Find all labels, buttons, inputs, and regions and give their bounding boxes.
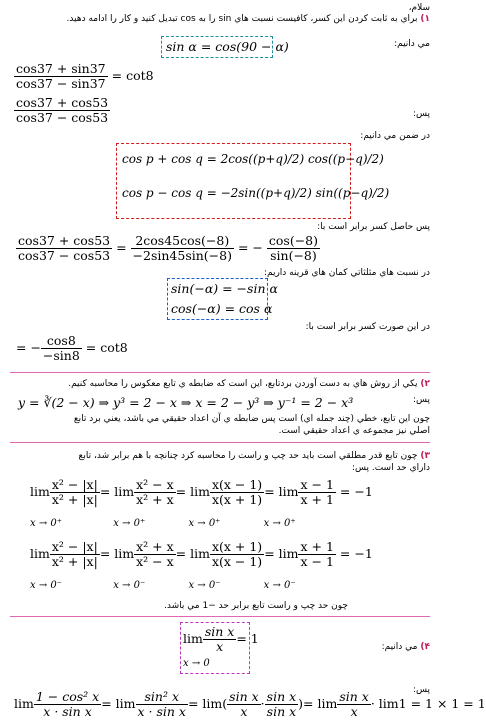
fraction-cot8 [14, 62, 154, 91]
q1-number: ۱) [420, 14, 430, 24]
lim-rhs: = 1 [236, 631, 259, 646]
r2-t2-num: x² + x [136, 539, 174, 554]
final-rhs: = cot8 [85, 340, 128, 355]
simplification-step: $\frac{\cos 37 + \cos 53}{\cos 37 - \cos 53}$ = $\frac{2\cos 45\cos(-8)}{-2\sin 45\sin(-8)}$ = − $\frac{\cos(-8)}{\sin(-8)}$ [18, 233, 318, 263]
inverse-equation: y = ∛(2 − x) ⇒ y³ = 2 − x ⇒ x = 2 − y³ ⇒ y⁻¹ = 2 − x³ [18, 395, 354, 410]
q2-line1-text: يكي از روش هاي به دست آوردن بردتابع، اين است كه ضابطه ي تابع معكوس را محاسبه كنيم. [68, 379, 418, 389]
final-limit-chain: lim $\frac{\text{1 − cos² x}}{\text{x · sin x}}$ = lim $\frac{\text{sin² x}}{\text{x · sin x}}$ = lim( $\frac{\text{sin x}}{x}$ · $\frac{\text{sin x}}{\text{sin x}}$ )= lim $\frac{\text{sin x}}{x}$ · lim1 = 1 × 1 = 1 [14, 689, 486, 719]
frac1-denominator: cos37 − sin37 [16, 76, 106, 91]
final-fraction: = − $\frac{\cos 8}{-\sin 8}$ = cot8 [16, 333, 128, 363]
f2-num: sin² x [136, 690, 188, 705]
limit-row-left: lim $\frac{\text{x² − |x|}}{\text{x² + |x|}}$ = lim $\frac{\text{x² + x}}{\text{x² − x}}$ = lim $\frac{x(x + 1)}{x(x - 1)}$ = lim $\frac{x + 1}{x - 1}$ = −1 [30, 539, 373, 569]
limit-row-left-subscripts [30, 579, 296, 593]
q1-then: پس: [412, 109, 430, 119]
r2-t4-den: x − 1 [300, 554, 334, 569]
r2-sub-1: x → 0⁻ [30, 580, 63, 591]
frac1-rhs: = cot8 [111, 68, 154, 83]
r2-sub-3: x → 0⁻ [188, 580, 221, 591]
separator-1 [10, 372, 430, 373]
limit-row-right: lim $\frac{\text{x² − |x|}}{\text{x² + |x|}}$ = lim $\frac{\text{x² − x}}{\text{x² + x}}$ = lim $\frac{x(x - 1)}{x(x + 1)}$ = lim $\frac{x - 1}{x + 1}$ = −1 [30, 477, 373, 507]
q1-we-have: مي دانيم: [394, 39, 430, 49]
separator-2 [10, 442, 430, 443]
q2-line3: اصلي نيز مجموعه ي اعداد حقيقي است. [278, 426, 430, 436]
f1-num: 1 − cos² x [35, 689, 100, 704]
q1-fraction-equals: پس حاصل كسر برابر است با: [317, 222, 430, 232]
q4-then: پس: [412, 685, 430, 695]
q4-we-have [382, 641, 430, 653]
r2-result: = −1 [339, 546, 373, 561]
step-lhs-denominator: cos37 − cos53 [18, 248, 111, 263]
r2-t4-num: x + 1 [300, 539, 334, 554]
q3-line1-text: چون تابع قدر مطلقي است بايد حد چپ و راست را محاسبه كرد چنانچه با هم برابر شد، تابع [78, 451, 418, 461]
r2-sub-2: x → 0⁻ [113, 580, 146, 591]
final-tail: · lim1 = 1 × 1 = 1 [370, 696, 486, 711]
step-rhs-numerator: cos(−8) [268, 233, 318, 248]
r1-t2-num: x² − x [136, 477, 174, 492]
q1-intro-text: براي به ثابت كردن اين كسر، كافيست نسبت هاي sin را به cos تبديل كنيد و كار را ادامه دهيد. [66, 14, 418, 24]
q1-in-this-case: در اين صورت كسر برابر است با: [305, 322, 430, 332]
frac2-numerator: cos37 + cos53 [16, 95, 109, 110]
f2-den: x · sin x [137, 704, 186, 719]
r1-sub-3: x → 0⁺ [188, 518, 221, 529]
r2-t1-num: x² − |x| [51, 539, 98, 554]
r1-t3-den: x(x + 1) [211, 492, 263, 507]
r1-t1-num: x² − |x| [51, 477, 98, 492]
final-denominator: −sin8 [42, 348, 80, 363]
lim-num: sin x [204, 624, 235, 639]
step-rhs-denominator: sin(−8) [270, 248, 317, 263]
greeting: سلام، [408, 3, 430, 13]
q2-line1 [68, 378, 430, 390]
limit-row-right-subscripts [30, 517, 296, 531]
sum-to-product-1: cos p + cos q = 2cos((p+q)/2) cos((p−q)/2) [122, 152, 384, 166]
lim-den: x [216, 639, 224, 654]
r1-t4-num: x − 1 [300, 477, 334, 492]
separator-3 [10, 616, 430, 617]
sinx-limit: lim $\frac{\text{sin x}}{x}$ = 1 [183, 624, 259, 654]
f1-den: x · sin x [43, 704, 92, 719]
q4-number: ۴) [420, 642, 430, 652]
q1-meanwhile: در ضمن مي دانيم: [360, 131, 430, 141]
identity-formula: sin α = cos(90 − α) [166, 39, 289, 54]
q2-line2: چون اين تابع، خطي (چند جمله اي) است پس ضابطه ي آن اعداد حقيقي مي باشد، يعني برد تابع [73, 414, 430, 424]
r2-t1-den: x² + |x| [51, 554, 98, 569]
r2-t3-den: x(x − 1) [211, 554, 263, 569]
q1-negative-angles: در نسبت هاي مثلثاتي كمان هاي قرينه داريم: [263, 268, 430, 278]
q4-we-have-text: مي دانيم: [381, 642, 418, 652]
step-mid-denominator: −2sin45sin(−8) [132, 248, 232, 263]
r1-result: = −1 [339, 484, 373, 499]
f4-den: x [350, 704, 358, 719]
sinx-limit-sub: x → 0 [183, 658, 210, 669]
q3-line2: داراي حد است. پس: [351, 463, 430, 473]
f3a-den: x [240, 704, 248, 719]
step-mid-numerator: 2cos45cos(−8) [131, 234, 234, 249]
frac2-denominator: cos37 − cos53 [16, 110, 109, 125]
q1-intro [10, 13, 430, 25]
q3-line1 [79, 450, 430, 462]
r1-t3-num: x(x − 1) [211, 477, 263, 492]
r2-t2-den: x² − x [136, 554, 174, 569]
fraction-cos53 [14, 96, 110, 125]
r1-t2-den: x² + x [136, 492, 174, 507]
r1-sub-2: x → 0⁺ [113, 518, 146, 529]
r1-sub-1: x → 0⁺ [30, 518, 63, 529]
step-lhs-numerator: cos37 + cos53 [18, 233, 111, 248]
sum-to-product-2: cos p − cos q = −2sin((p+q)/2) sin((p−q)/2) [122, 186, 390, 200]
r1-t1-den: x² + |x| [51, 492, 98, 507]
r2-t3-num: x(x + 1) [211, 539, 263, 554]
q2-then: پس: [412, 395, 430, 405]
q2-number: ۲) [420, 379, 430, 389]
q3-number: ۳) [420, 451, 430, 461]
f3a-num: sin x [229, 689, 259, 704]
r1-t4-den: x + 1 [300, 492, 334, 507]
f4-num: sin x [339, 689, 369, 704]
f3b-num: sin x [266, 689, 297, 704]
q3-conclusion: چون حد چپ و راست تابع برابر حد −1 مي باشد. [164, 601, 348, 611]
neg-sin-identity: sin(−α) = −sin α [171, 281, 278, 296]
final-numerator: cos8 [41, 334, 82, 349]
r2-sub-4: x → 0⁻ [263, 580, 296, 591]
f3b-den: sin x [266, 704, 297, 719]
frac1-numerator: cos37 + sin37 [16, 61, 106, 76]
r1-sub-4: x → 0⁺ [263, 518, 296, 529]
neg-cos-identity: cos(−α) = cos α [171, 301, 273, 316]
